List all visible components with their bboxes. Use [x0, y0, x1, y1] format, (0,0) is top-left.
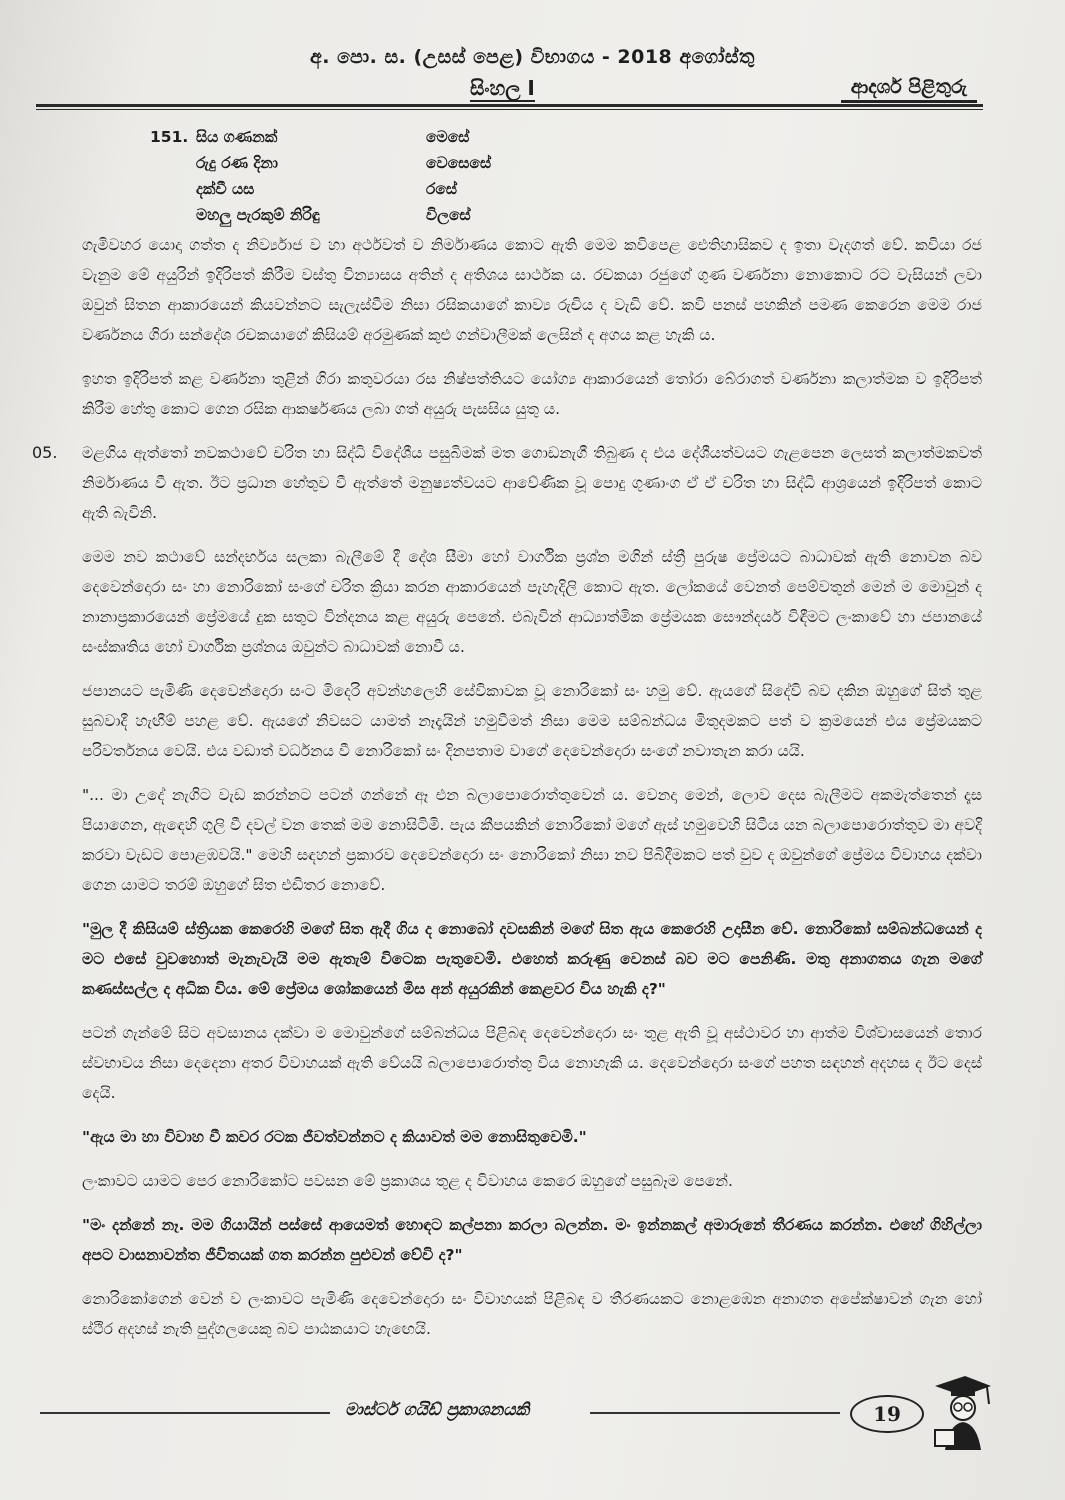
verse-row	[150, 124, 570, 150]
question-block	[32, 438, 982, 528]
header-rule	[36, 104, 983, 107]
paragraph: ඉහත ඉදිරිපත් කළ වර්ණනා තුළින් ගිරා කතුවරයා රස නිෂ්පත්තියට යෝග්‍ය ආකාරයෙන් තෝරා බේරාගත් වර්ණනා කලාත්මක ව ඉදිරිපත් කිරීම හේතු කොට ගෙන රසික ආකර්ෂණය ලබා ගත් අයුරු පැසසිය යුතු ය.	[82, 370, 982, 418]
quote-paragraph: "... මා උදේ නැගිට වැඩ කරන්නට පටන් ගන්නේ ඈ එන බලාපොරොත්තුවෙන් ය. වෙනදා මෙන්, ලොව දෙස බැලීමට අකමැත්තෙන් දෑස පියාගෙන, ඇඳෙහි ගුලි වී දවල් වන තෙක් මම නොසිටිමි. පැය කීපයකින් නොරිකෝ මගේ ඇස් හමුවෙහි සිටීය යන බලාපොරොත්තුව මා අවදි කරවා වැඩට පොළඹවයි." මෙහි සඳහන් ප්‍රකාරව දෙවෙන්දොරා සං නොරිකෝ නිසා නව පිබිදීමකට පත් වුව ද ඔවුන්ගේ ප්‍රේමය විවාහය දක්වා ගෙන යාමට තරම් ඔහුගේ සිත එඩිතර නොවේ.	[82, 786, 982, 894]
verse-line-b: රසේ	[426, 180, 458, 198]
verse-line-a: රුදු රණ දිනා	[196, 154, 278, 172]
paragraph: ලංකාවට යාමට පෙර නොරිකෝට පවසන මේ ප්‍රකාශය තුළ ද විවාහය කෙරෙ ඔහුගේ පසුබෑම පෙනේ.	[82, 1172, 733, 1190]
verse-number: 151.	[150, 128, 189, 146]
verse-line-a: මහලු පැරකුම් නිරිඳු	[196, 206, 320, 224]
body-text	[32, 230, 982, 1358]
subject-title	[470, 76, 535, 100]
footer-rule-right	[590, 1412, 840, 1414]
header-rule-thin	[36, 109, 983, 110]
paragraph: මෙම නව කථාවේ සන්දර්භය සලකා බැලීමේ දී දේශ සීමා හෝ වාර්ගික ප්‍රශ්න මගින් ස්ත්‍රී පුරුෂ ප්‍රේමයට බාධාවක් ඇති නොවන බව දෙවෙන්දොරා සං හා නොරිකෝ සංගේ චරිත ක්‍රියා කරන ආකාරයෙන් පැහැදිලි කොට ඇත. ලෝකයේ වෙනත් පෙම්වතුන් මෙන් ම මොවුන් ද නානාප්‍රකාරයෙන් ප්‍රේමයේ දුක සතුට වින්දනය කළ අයුරු පෙනේ. එබැවින් ආධ්‍යාත්මික ප්‍රේමයක සෞන්දර්ය විඳීමට ලංකාවේ හා ජපානයේ සංස්කෘතිය හෝ වාර්ගික ප්‍රශ්නය ඔවුන්ට බාධාවක් නොවී ය.	[82, 548, 982, 656]
verse-line-a: සිය ගණනක්	[196, 128, 278, 146]
quote-paragraph: "මුල දී කිසියම් ස්ත්‍රියක කෙරෙහි මගේ සිත ඇදී ගිය ද නොබෝ දවසකින් මගේ සිත ඇය කෙරෙහි උදාසීන වේ. නොරිකෝ සම්බන්ධයෙන් ද මට එසේ වුවහොත් මැනැවැයි මම ඇතැම් විටෙක පැතුවෙමි. එහෙත් කරුණු වෙනස් බව මට පෙනිණි. මතු අනාගතය ගැන මගේ කණස්සල්ල ද අධික විය. මේ ප්‍රේමය ශෝකයෙන් මිස අන් අයුරකින් කෙළවර විය හැකි ද?"	[82, 920, 982, 998]
verse-line-b: වෙසෙසේ	[426, 154, 492, 172]
paragraph: මළගිය ඇත්තෝ නවකථාවේ චරිත හා සිද්ධි විදේශීය පසුබිමක් මත ගොඩනැගී තිබුණ ද එය දේශීයත්වයට ගැළපෙන ලෙසත් කලාත්මකවත් නිර්මාණය වී ඇත. ඊට ප්‍රධාන හේතුව වී ඇත්තේ මනුෂ්‍යත්වයට ආවේණික වූ පොදු ගුණාංග ඒ ඒ චරිත හා සිද්ධි ආශ්‍රයෙන් ඉදිරිපත් කොට ඇති බැවිනි.	[82, 444, 982, 522]
paragraph: පටන් ගැන්මේ සිට අවසානය දක්වා ම මොවුන්ගේ සම්බන්ධය පිළිබඳ දෙවෙන්දොරා සං තුළ ඇති වූ අස්ථාවර හා ආත්ම විශ්වාසයෙන් තොර ස්වභාවය නිසා දෙදෙනා අතර විවාහයක් ඇති වේයයි බලාපොරොත්තු විය නොහැකි ය. දෙවෙන්දොරා සංගේ පහත සඳහන් අදහස ද ඊට දෙස් දෙයි.	[82, 1024, 982, 1102]
question-number: 05.	[32, 443, 58, 462]
page-number: 19	[850, 1395, 924, 1433]
verse-row	[150, 202, 570, 228]
verse-line-a: දක්වී යස	[196, 180, 255, 198]
quote-paragraph: "ඇය මා හා විවාහ වී කවර රටක ජීවත්වන්නට ද කියාවත් මම නොසිතුවෙමි."	[82, 1128, 587, 1146]
paragraph: ජපානයට පැමිණි දෙවෙන්දොරා සංට මිදෙරි අවන්හලෙහි සේවිකාවක වූ නොරිකෝ සං හමු වේ. ඇයගේ සිදේවි බව දකින ඔහුගේ සිත් තුළ සුබවාදී හැඟීම් පහළ වේ. ඇයගේ නිවසට යාමත් නෑදෑයින් හමුවීමත් නිසා මෙම සම්බන්ධය මිතුදමකට පත් ව ක්‍රමයෙන් එය ප්‍රේමයකට පරිවර්තනය වෙයි. එය වඩාත් වර්ධනය වී නොරිකෝ සං දිනපතාම වාගේ දෙවෙන්දොරා සංගේ නවාතැන කරා යයි.	[82, 682, 982, 760]
answer-label: ආදර්ශ පිළිතුරු	[841, 74, 977, 103]
paragraph: ගැමිවහර යොදා ගත්ත ද නිර්ව්‍යාජ ව හා අර්ථවත් ව නිර්මාණය කොට ඇති මෙම කවිපෙළ ඓතිහාසිකව ද ඉතා වැදගත් වේ. කවියා රජ වැනුම මේ අයුරින් ඉදිරිපත් කිරීම වස්තු වින්‍යාසය අතින් ද අතිශය සාර්ථක ය. රචකයා රජුගේ ගුණ වර්ණනා නොකොට රට වැසියන් ලවා ඔවුන් සිතන ආකාරයෙන් කියවන්නට සැලැස්වීම නිසා රසිකයාගේ කාව්‍ය රුචිය ද වැඩි වේ. කවි පනස් පහකින් පමණ කෙරෙන මෙම රාජ වර්ණනය ගිරා සන්දේශ රචකයාගේ කිසියම් අරමුණක් කුළු ගන්වාලීමක් ලෙසින් ද අගය කළ හැකි ය.	[82, 236, 982, 344]
publisher-label: මාස්ටර් ගයිඩ් ප්‍රකාශනයකි	[345, 1400, 530, 1420]
quote-paragraph: "මං දන්නේ නෑ. මම ගියායින් පස්සේ ආයෙමත් හොඳට කල්පනා කරලා බලන්න. මං ඉන්නකල් අමාරුනේ තීරණය කරන්න. එහේ ගිහිල්ලා අපට වාසනාවන්ත ජීවිතයක් ගත කරන්න පුළුවන් වේවි ද?"	[82, 1216, 982, 1264]
verse-block	[150, 124, 570, 228]
verse-line-b: මෙසේ	[426, 128, 470, 146]
paragraph: නොරිකෝගෙන් වෙන් ව ලංකාවට පැමිණි දෙවෙන්දොරා සං විවාහයක් පිළිබඳ ව තීරණයකට නොළඹෙන අනාගත අපේක්ෂාවන් ගැන හෝ ස්ථිර අදහස් නැති පුද්ගලයෙකු බව පාඨකයාට හැඟෙයි.	[82, 1290, 982, 1338]
graduate-mascot-icon	[925, 1372, 995, 1452]
subject-label: සිංහල I	[470, 76, 535, 100]
exam-title: අ. පො. ස. (උසස් පෙළ) විභාගය - 2018 අගෝස්තු	[310, 46, 755, 68]
verse-row	[150, 150, 570, 176]
footer-rule-left	[40, 1412, 330, 1414]
verse-line-b: විලසේ	[426, 206, 471, 224]
verse-row	[150, 176, 570, 202]
